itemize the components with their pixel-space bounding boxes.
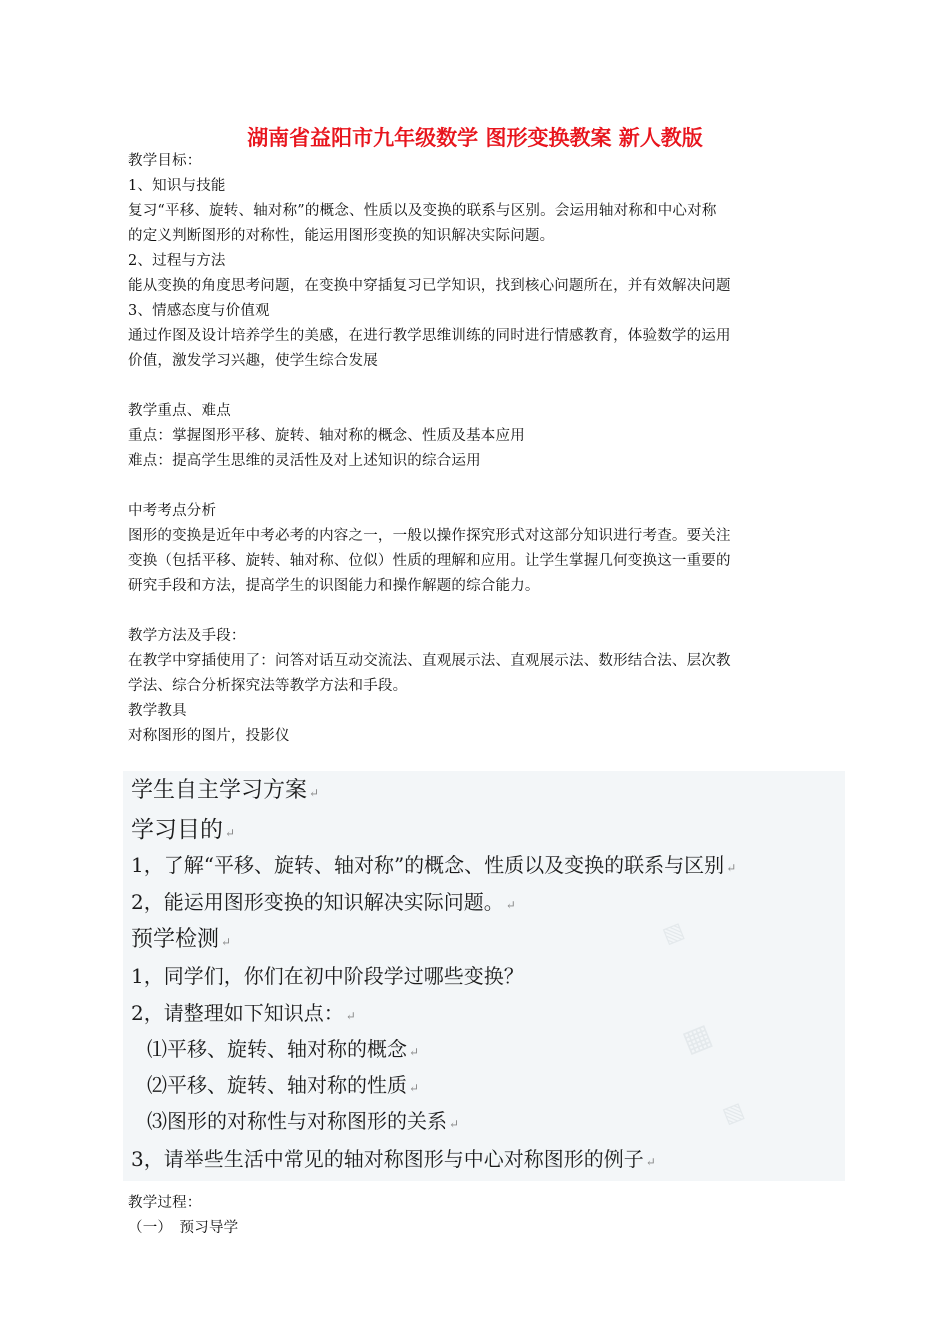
emotion-heading: 3、情感态度与价值观 bbox=[128, 303, 270, 319]
exam-analysis-heading: 中考考点分析 bbox=[128, 503, 217, 519]
sub-question-item: ⑴平移、旋转、轴对称的概念 bbox=[147, 1037, 407, 1061]
pre-test-heading: 预学检测 bbox=[131, 927, 220, 952]
question-item: 2，请整理如下知识点： bbox=[131, 1001, 344, 1025]
sub-question-item: ⑶图形的对称性与对称图形的关系 bbox=[147, 1109, 447, 1133]
exam-analysis-line: 研究手段和方法，提高学生的识图能力和操作解题的综合能力。 bbox=[128, 578, 540, 594]
watermark-mark: ▦ bbox=[677, 1016, 717, 1061]
goal-item-row bbox=[131, 849, 736, 878]
tools-text: 对称图形的图片，投影仪 bbox=[128, 728, 290, 744]
document-title: 湖南省益阳市九年级数学 图形变换教案 新人教版 bbox=[247, 126, 703, 150]
sub-question-row bbox=[147, 1105, 459, 1134]
process-method-heading: 2、过程与方法 bbox=[128, 253, 226, 269]
sub-question-item: ⑵平移、旋转、轴对称的性质 bbox=[147, 1073, 407, 1097]
goal-item: 2，能运用图形变换的知识解决实际问题。 bbox=[131, 890, 504, 914]
difficult-point-text: 难点：提高学生思维的灵活性及对上述知识的综合运用 bbox=[128, 453, 481, 469]
paragraph-mark: ↵ bbox=[726, 861, 737, 875]
question-item: 1，同学们，你们在初中阶段学过哪些变换？ bbox=[131, 964, 524, 988]
paragraph-mark: ↵ bbox=[449, 1117, 460, 1131]
methods-heading: 教学方法及手段： bbox=[128, 628, 246, 644]
paragraph-mark: ↵ bbox=[225, 826, 236, 840]
knowledge-text-line: 复习“平移、旋转、轴对称”的概念、性质以及变换的联系与区别。会运用轴对称和中心对称 bbox=[128, 203, 717, 219]
blank-line bbox=[128, 374, 828, 399]
blank-line bbox=[128, 599, 828, 624]
tools-heading: 教学教具 bbox=[128, 703, 187, 719]
goal-heading: 学习目的 bbox=[131, 817, 223, 843]
question-row bbox=[131, 960, 524, 989]
objectives-heading: 教学目标： bbox=[128, 153, 202, 169]
self-study-image-panel bbox=[123, 771, 845, 1181]
self-study-heading: 学生自主学习方案 bbox=[131, 778, 308, 803]
watermark-mark: ▧ bbox=[659, 918, 688, 949]
knowledge-text-line: 的定义判断图形的对称性，能运用图形变换的知识解决实际问题。 bbox=[128, 228, 555, 244]
sub-question-row bbox=[147, 1069, 419, 1098]
methods-line: 在教学中穿插使用了：问答对话互动交流法、直观展示法、直观展示法、数形结合法、层次教 bbox=[128, 653, 731, 669]
goal-item-row bbox=[131, 886, 516, 915]
key-point-text: 重点：掌握图形平移、旋转、轴对称的概念、性质及基本应用 bbox=[128, 428, 525, 444]
process-method-text: 能从变换的角度思考问题，在变换中穿插复习已学知识，找到核心问题所在，并有效解决问题 bbox=[128, 278, 731, 294]
paragraph-mark: ↵ bbox=[409, 1045, 420, 1059]
knowledge-heading: 1、知识与技能 bbox=[128, 178, 226, 194]
paragraph-mark: ↵ bbox=[505, 898, 516, 912]
exam-analysis-line: 图形的变换是近年中考必考的内容之一，一般以操作探究形式对这部分知识进行考查。要关注 bbox=[128, 528, 731, 544]
goal-item: 1，了解“平移、旋转、轴对称”的概念、性质以及变换的联系与区别 bbox=[131, 853, 725, 877]
paragraph-mark: ↵ bbox=[221, 935, 232, 949]
question-row bbox=[131, 997, 356, 1026]
process-step: （一） 预习导学 bbox=[128, 1220, 239, 1236]
question-row bbox=[131, 1143, 656, 1172]
emotion-text-line: 通过作图及设计培养学生的美感，在进行教学思维训练的同时进行情感教育，体验数学的运用 bbox=[128, 328, 731, 344]
blank-line bbox=[128, 474, 828, 499]
methods-line: 学法、综合分析探究法等教学方法和手段。 bbox=[128, 678, 408, 694]
pre-test-heading-row bbox=[131, 922, 231, 953]
self-study-heading-row bbox=[131, 773, 319, 804]
paragraph-mark: ↵ bbox=[409, 1081, 420, 1095]
emotion-text-line: 价值，激发学习兴趣，使学生综合发展 bbox=[128, 353, 378, 369]
exam-analysis-line: 变换（包括平移、旋转、轴对称、位似）性质的理解和应用。让学生掌握几何变换这一重要的 bbox=[128, 553, 731, 569]
paragraph-mark: ↵ bbox=[309, 786, 320, 800]
watermark-mark: ▧ bbox=[719, 1098, 748, 1129]
paragraph-mark: ↵ bbox=[645, 1155, 656, 1169]
sub-question-row bbox=[147, 1033, 419, 1062]
paragraph-mark: ↵ bbox=[345, 1009, 356, 1023]
process-section bbox=[128, 1191, 828, 1241]
lesson-plan-body bbox=[128, 149, 828, 749]
process-heading: 教学过程： bbox=[128, 1195, 202, 1211]
goal-heading-row bbox=[131, 811, 235, 844]
question-item: 3，请举些生活中常见的轴对称图形与中心对称图形的例子 bbox=[131, 1147, 644, 1171]
key-points-heading: 教学重点、难点 bbox=[128, 403, 231, 419]
